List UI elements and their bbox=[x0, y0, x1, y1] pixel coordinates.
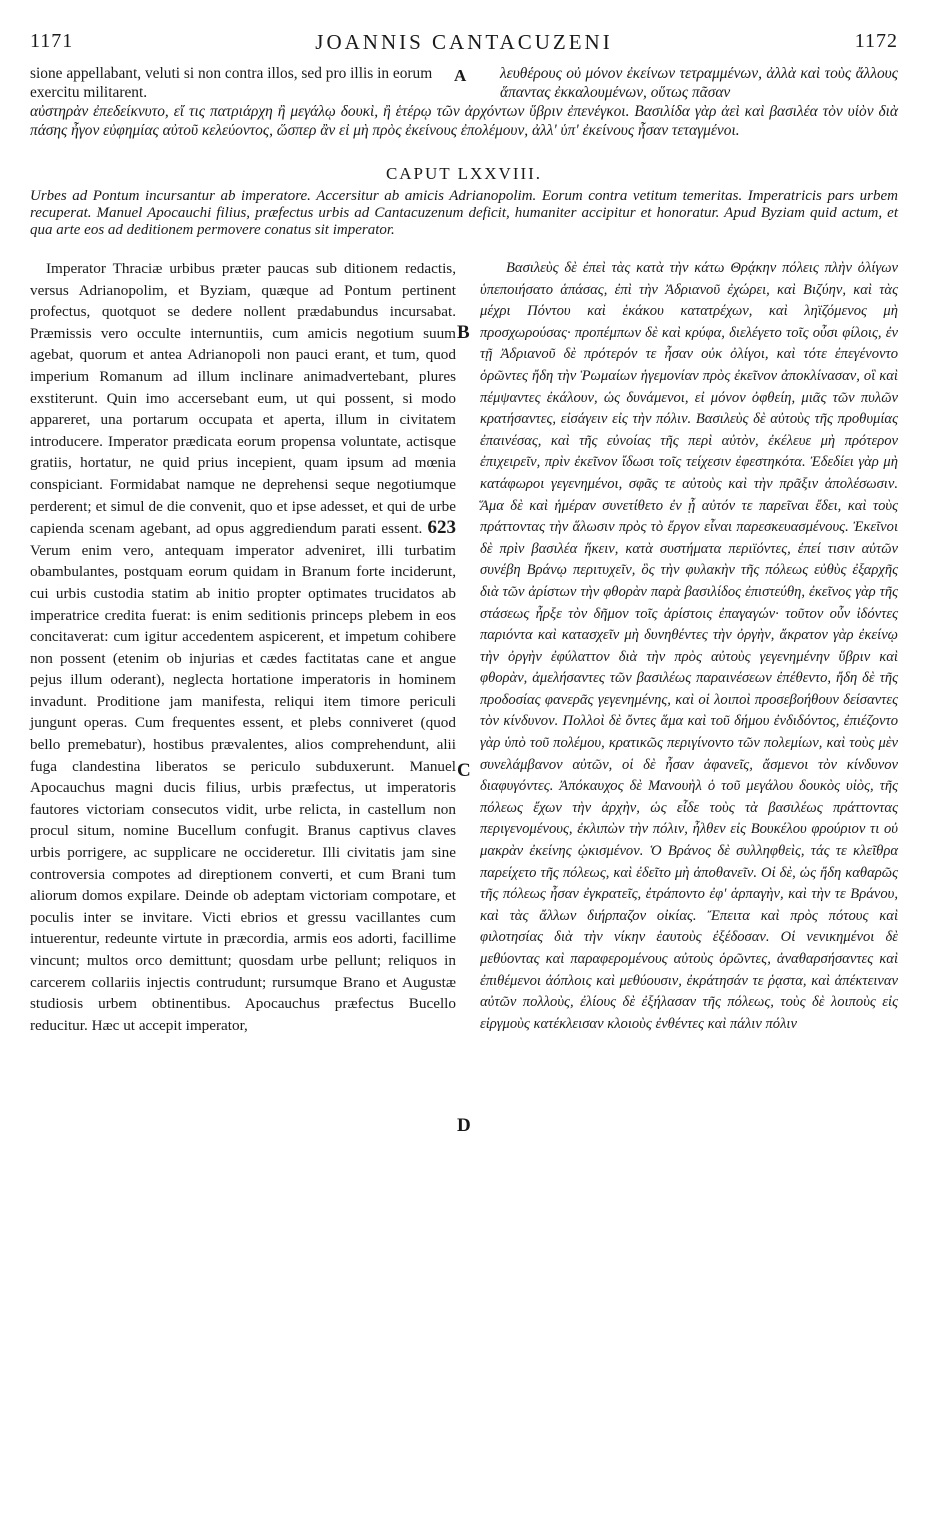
right-page-number: 1172 bbox=[854, 30, 898, 52]
greek-column bbox=[480, 258, 898, 1035]
running-title: JOANNIS CANTACUZENI bbox=[315, 30, 613, 54]
intro-latin-text: sione appellabant, veluti si non contra illos, sed pro illis in eorum exercitu militarent. bbox=[30, 65, 433, 101]
intro-greek-full-width: αὐστηρὰν ἐπεδείκνυτο, εἴ τις πατριάρχη ἢ μεγάλῳ δουκὶ, ἢ ἑτέρῳ τῶν ἀρχόντων ὕβριν ἐπενέγκοι. Βασιλίδα γὰρ ἀεὶ καὶ βασιλέα τὸν υἱὸν διὰ πάσης ἦγον εὐφημίας αὐτοῦ κελεύοντος, ὥσπερ ἂν εἰ μὴ πρὸς ἐκείνους ἐπολέμουν, ἀλλ' ὑπ' ἐκείνους ἦσαν τεταγμένοι. bbox=[30, 103, 898, 139]
margin-letter-d: D bbox=[457, 1115, 471, 1136]
reference-number: 623 bbox=[427, 517, 456, 539]
margin-letter-b: B bbox=[457, 322, 470, 343]
margin-letter-c: C bbox=[457, 760, 471, 781]
intro-greek-text: λευθέρους οὐ μόνον ἐκείνων τετραμμένων, ἀλλὰ καὶ τοὺς ἄλλους ἅπαντας ἐκκαλουμένων, οὕτως πᾶσαν bbox=[500, 65, 898, 101]
left-page-number: 1171 bbox=[30, 30, 74, 52]
chapter-heading: CAPUT LXXVIII. bbox=[385, 164, 543, 183]
latin-paragraph-continued: Verum enim vero, antequam imperator adveniret, illi turbatim obambulantes, postquam eorum quidam in Branum forte inciderunt, cui urbis custodia statim ab initio propter optimates trucidatos ab imperatrice credita fuerat: is enim seditionis princeps plebem in eos concitaverat: cum igitur accedentem aspicerent, et impetum cohibere non possent (etenim ob injurias et cædes factitatas cane et angue pejus illum oderant), neglecta hortatione imperatoris in hominem invadunt. Proditione jam manifesta, reliqui item timore periculi jungunt operas. Cum frequentes essent, et plebs conniveret (quod bello premebatur), hostibus prævalentes, alios comprehendunt, alii fuga clandestina liberatos se periculo subduxerunt. Manuel Apocauchus magni ducis filius, urbis præfectus, ut imperatoris fautores victoriam consecutos vidit, urbe relicta, in castellum non procul situm, nomine Bucellum confugit. Branus captivus claves urbis porrigere, ac supplicare ne occideretur. Illi civitatis jam sine controversia compotes ad direptionem converti, et cum Brani tum aliorum domos expilare. Deinde ob adeptam victoriam compotare, et poculis inter se invitare. Victi ebrios et gressu vacillantes cum intuerentur, redeunte virtute in præcordia, armis eos adorti, facillime vincunt; multos orco demittunt; quosdam urbe pellunt; reliquos in carcerem collariis injectis contrudunt; rursumque Brano et Augustæ studiosis urbem obtinentibus. Apocauchus præfectus Bucello reducitur. Hæc ut accepit imperator, bbox=[30, 541, 456, 1034]
margin-letter-a: A bbox=[454, 66, 467, 85]
running-header bbox=[30, 30, 898, 58]
latin-column bbox=[30, 258, 456, 1036]
chapter-summary: Urbes ad Pontum incursantur ab imperatore. Accersitur ab amicis Adrianopolim. Eorum contra vetitum temeritas. Imperatricis pars urbem recuperat. Manuel Apocauchi filius, præfectus urbis ad Cantacuzenum deficit, humaniter accipitur et honoratur. Apud Byziam quid actum, et qua arte eos ad deditionem permovere conatus sit imperator. bbox=[30, 188, 898, 239]
latin-paragraph: Imperator Thraciæ urbibus præter paucas sub ditionem redactis, versus Adrianopolim, et Byziam, quæque ad Pontum pertinent profectus, quotquot se dedere nollent prædabundus incursabat. Præmissis vero occulte internuntiis, cum amicis negotium suum agebat, quorum et antea Adrianopoli non pauci erant, et tum, quod imperium Romanum ad illum inclinare animadvertebant, plures exstiterunt. Quin imo accersebant eum, ut qui possent, si modo appareret, una portarum occupata et aperta, illum in civitatem introducere. Imperator prædicata eorum propensa voluntate, actisque gratiis, hortatur, ne quid prius incepient, quam ipsum ad mœnia conspiciant. Formidabat namque ne deprehensi seque negotiumque perderent; et simul de die convenit, quo et ipse adesset, et qui de urbe capienda scenam agebant, ad opus aggrediendum parati essent. bbox=[30, 260, 456, 538]
greek-paragraph: Βασιλεὺς δὲ ἐπεὶ τὰς κατὰ τὴν κάτω Θρᾴκην πόλεις πλὴν ὀλίγων ὑπεποιήσατο ἁπάσας, ἐπὶ τὴν Ἀδριανοῦ ἐχώρει, καὶ Βιζύην, καὶ τὰς μέχρι Πόντου καὶ ἑκάκου κατατρέχων, καὶ ληϊζόμενος μὴ προσχωρούσας· προπέμπων δὲ καὶ κρύφα, διελέγετο τοῖς οὖσι φίλοις, ἐν τῇ Ἀδριανοῦ δὲ πρότερόν τε ἦσαν οὐκ ὀλίγοι, καὶ τότε ἐπεγένοντο ὁρῶντες ἤδη τὴν Ῥωμαίων ἡγεμονίαν πρὸς ἐκεῖνον ἀποκλίνασαν, οἳ καὶ πέμψαντες ἐκάλουν, ὡς δυνάμενοι, εἰ μόνον ὀφθείη, μιᾶς τῶν πυλῶν κρατήσαντες, εἰσάγειν εἰς τὴν πόλιν. Βασιλεὺς δὲ αὐτοὺς τῆς προθυμίας ἐπαινέσας, καὶ τῆς εὐνοίας τῆς περὶ αὐτὸν, ἐκέλευε μὴ πρότερον ἐπιχειρεῖν, πρὶν ἐκεῖνον ἴδωσι τοῖς τείχεσιν ἐφεστηκότα. Ἐδεδίει γὰρ μὴ κατάφωροι γεγενημένοι, σφᾶς τε αὐτοὺς καὶ τὴν πρᾶξιν ἀπολέσωσιν. Ἅμα δὲ καὶ ἡμέραν συνετίθετο ἐν ᾗ αὐτόν τε παρεῖναι ἔδει, καὶ τοὺς πράττοντας τὴν ἅλωσιν πρὸς τὸ ἔργον εἶναι παρεσκευασμένους. Ἐκεῖνοι δὲ πρὶν βασιλέα ἥκειν, κατὰ συστήματα περιϊόντες, ἐπεί τισιν αὐτῶν συνέβη Βράνῳ περιτυχεῖν, ὃς τὴν φυλακὴν τῆς πόλεως εὐθὺς ἐξαρχῆς διὰ τῶν ἀρίστων τὴν φθορὰν παρὰ βασιλίδος ἐπιστεύθη, ἐκεῖνος γὰρ τῆς στάσεως ἦρξε τὸν δῆμον τοῖς ἀρίστοις ἐπαγαγών· τοῦτον οὖν ἰδόντες παριόντα καὶ κατασχεῖν μὴ δυνηθέντες τὴν ὀργὴν, ἄκρατον γὰρ ἐκείνῳ τὴν ὀργὴν ἐφύλαττον διὰ τὴν πρὸς αὐτοὺς γεγενημένην ὕβριν καὶ φθορὰν, ἀμελήσαντες τῶν βασιλέως παραινέσεων ἐπέθεντο, ἤδη δὲ τῆς προδοσίας φανερᾶς γεγενημένης, καὶ οἱ λοιποὶ προσεβοήθουν δείσαντες τὸν κίνδυνον. Πολλοὶ δὲ ὄντες ἅμα καὶ τοῦ δήμου ἐνδιδόντος, ἐπιέζοντο γὰρ ὑπὸ τοῦ πολέμου, κρατικῶς περιγίνοντο τῶν πολεμίων, καὶ τοὺς μὲν συνελάμβανον αὐτῶν, οἱ δὲ ἦσαν ἀφανεῖς, ἄσμενοι τὸν κίνδυνον διαφυγόντες. Ἀπόκαυχος δὲ Μανουὴλ ὁ τοῦ μεγάλου δουκὸς υἱὸς, τῆς πόλεως ἔχων τὴν ἀρχὴν, ὡς εἶδε τοὺς τὰ βασιλέως πράττοντας περιγενομένους, ἐκλιπὼν τὴν πόλιν, ἦλθεν εἰς Βουκέλου φρούριον τι οὐ μακρὰν ἐκείνης ᾠκισμένον. Ὁ Βράνος δὲ συλληφθεὶς, τάς τε κλεῖθρα παρείχετο τῆς πόλεως, καὶ ἐδεῖτο μὴ ἀποθανεῖν. Οἱ δὲ, ὡς ἤδη καθαρῶς τῆς πόλεως ἦσαν ἐγκρατεῖς, ἐτράποντο ἐφ' ἁρπαγὴν, καὶ τὴν τε Βράνου, καὶ τὰς ἄλλων διήρπαζον οἰκίας. Ἔπειτα καὶ πρὸς πότους καὶ φιλοτησίας διὰ τὴν νίκην ἑαυτοὺς ἐξέδοσαν. Οἱ νενικημένοι δὲ μεθύοντας καὶ παραφερομένους αὐτοὺς ὁρῶντες, ἀναθαρσήσαντες καὶ ἐπιθέμενοι ἀόπλοις καὶ μεθύουσιν, ἐκράτησάν τε ῥᾳστα, καὶ ἀπέκτειναν αὐτῶν πολλοὺς, ἐλίους δὲ ἐξήλασαν τῆς πόλεως, τοὺς δὲ λοιποὺς εἰς εἱργμοὺς κατέκλεισαν κλοιοὺς ἐνθέντες καὶ πάλιν πόλιν bbox=[480, 260, 898, 1032]
